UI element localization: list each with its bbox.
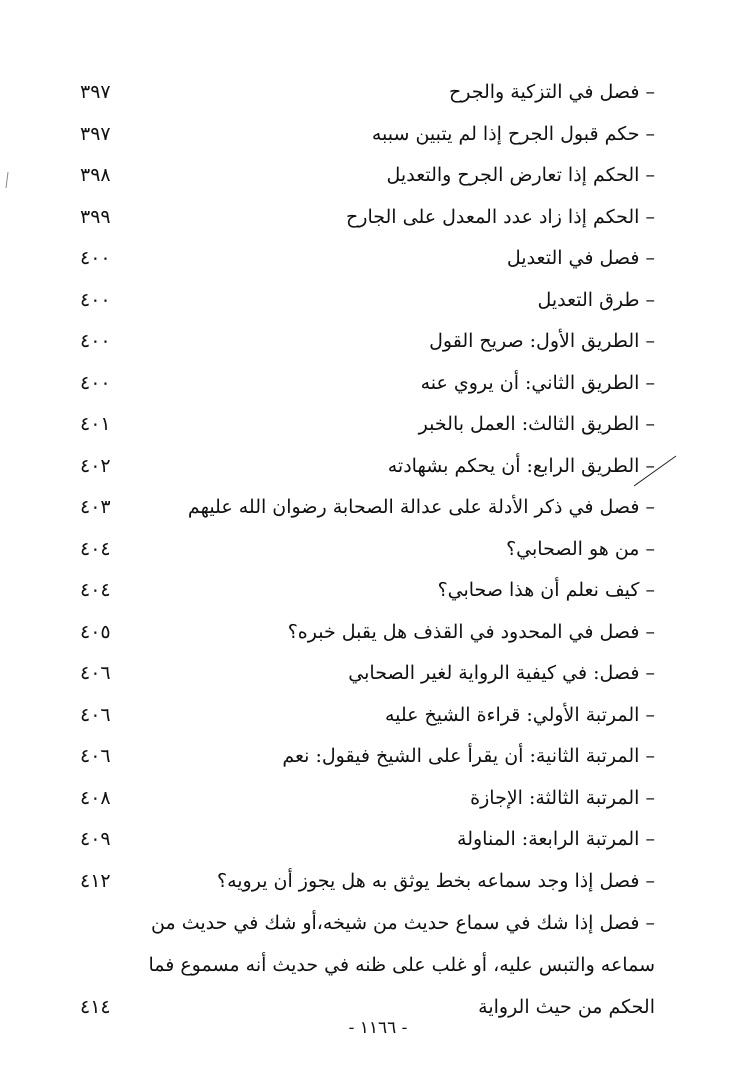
toc-entry-page: ٣٩٩ [80,205,111,228]
toc-entry-title: – فصل: في كيفية الرواية لغير الصحابي [348,662,655,684]
toc-entry-title: – حكم قبول الجرح إذا لم يتبين سببه [371,122,655,145]
toc-entry-title: – الحكم إذا زاد عدد المعدل على الجارح [346,205,655,228]
toc-entry-page: ٤٠٠ [80,330,111,352]
edge-mark-icon [3,170,11,190]
toc-entry-page: ٤٠٦ [80,745,111,767]
toc-entry-title: – الطريق الرابع: أن يحكم بشهادته [387,454,655,477]
toc-entry [80,238,655,280]
toc-entry-page: ٤٠٠ [80,288,111,311]
toc-entry-title: – الطريق الثالث: العمل بالخبر [418,413,655,435]
toc-entry-title: – من هو الصحابي؟ [506,537,655,560]
toc-entry-title: – المرتبة الثالثة: الإجازة [470,786,655,809]
toc-entry-page: ٤٠٣ [80,496,111,518]
toc-entry-line: الحكم من حيث الرواية [478,996,655,1018]
toc-entry-title: – كيف نعلم أن هذا صحابي؟ [437,579,655,601]
toc-entry [80,529,655,571]
toc-entry [80,321,655,363]
toc-entry-title: – فصل إذا وجد سماعه بخط يوثق به هل يجوز أن يرويه؟ [216,869,655,892]
toc-entry-page: ٤٠٥ [80,620,111,643]
pen-mark-icon [630,452,680,492]
toc-entry-page: ٣٩٧ [80,81,111,103]
toc-entry-page: ٤٠١ [80,413,111,435]
toc-entry-title [80,902,655,1028]
toc-entry [80,861,655,903]
toc-entry [80,612,655,654]
toc-entry-title: – فصل في ذكر الأدلة على عدالة الصحابة رضوان الله عليهم [187,496,655,518]
toc-entry-line: – فصل إذا شك في سماع حديث من شيخه،أو شك في حديث من [151,912,655,934]
toc-entry [80,819,655,861]
toc-entry-page: ٤١٢ [80,869,111,892]
toc-entry-multiline [80,902,655,1028]
toc-entry-page: ٤٠٠ [80,371,111,394]
toc-entry [80,446,655,488]
page-number: - ١١٦٦ - [348,1018,408,1038]
toc-entry-page: ٤٠٤ [80,537,111,560]
toc-entry-page: ٤٠٢ [80,454,111,477]
toc-entry [80,280,655,322]
toc-entry-page: ٤٠٠ [80,247,111,269]
toc-entry-page: ٤٠٩ [80,828,111,850]
toc-entry [80,155,655,197]
toc-entry [80,363,655,405]
toc-entry [80,72,655,114]
toc-entry [80,197,655,239]
toc-entry [80,736,655,778]
toc-entry-page: ٤١٤ [80,996,111,1018]
toc-entry [80,653,655,695]
toc-entry-title: – فصل في التزكية والجرح [448,81,655,103]
toc-entry-title: – طرق التعديل [537,288,655,311]
toc-entry [80,570,655,612]
toc-entry-page: ٤٠٦ [80,662,111,684]
toc-entry [80,404,655,446]
toc-entry [80,114,655,156]
toc-entry-page: ٤٠٨ [80,786,111,809]
toc-entry-page: ٤٠٤ [80,579,111,601]
toc-entry-page: ٤٠٦ [80,703,111,726]
table-of-contents [80,72,655,1028]
toc-entry-page: ٣٩٨ [80,164,111,186]
toc-entry-title: – الحكم إذا تعارض الجرح والتعديل [386,164,655,186]
toc-entry-line: سماعه والتبس عليه، أو غلب على ظنه في حديث أنه مسموع فما [148,954,655,976]
toc-entry [80,695,655,737]
toc-entry-title: – الطريق الثاني: أن يروي عنه [420,371,655,394]
toc-entry-title: – الطريق الأول: صريح القول [429,330,655,352]
toc-entry [80,487,655,529]
toc-entry-page: ٣٩٧ [80,122,111,145]
toc-entry-title: – فصل في التعديل [506,247,655,269]
toc-entry-title: – المرتبة الثانية: أن يقرأ على الشيخ فيقول: نعم [282,745,655,767]
toc-entry-title: – المرتبة الأولي: قراءة الشيخ عليه [384,703,655,726]
toc-entry [80,778,655,820]
toc-entry-title: – المرتبة الرابعة: المناولة [457,828,655,850]
toc-entry-title: – فصل في المحدود في القذف هل يقبل خبره؟ [287,620,655,643]
